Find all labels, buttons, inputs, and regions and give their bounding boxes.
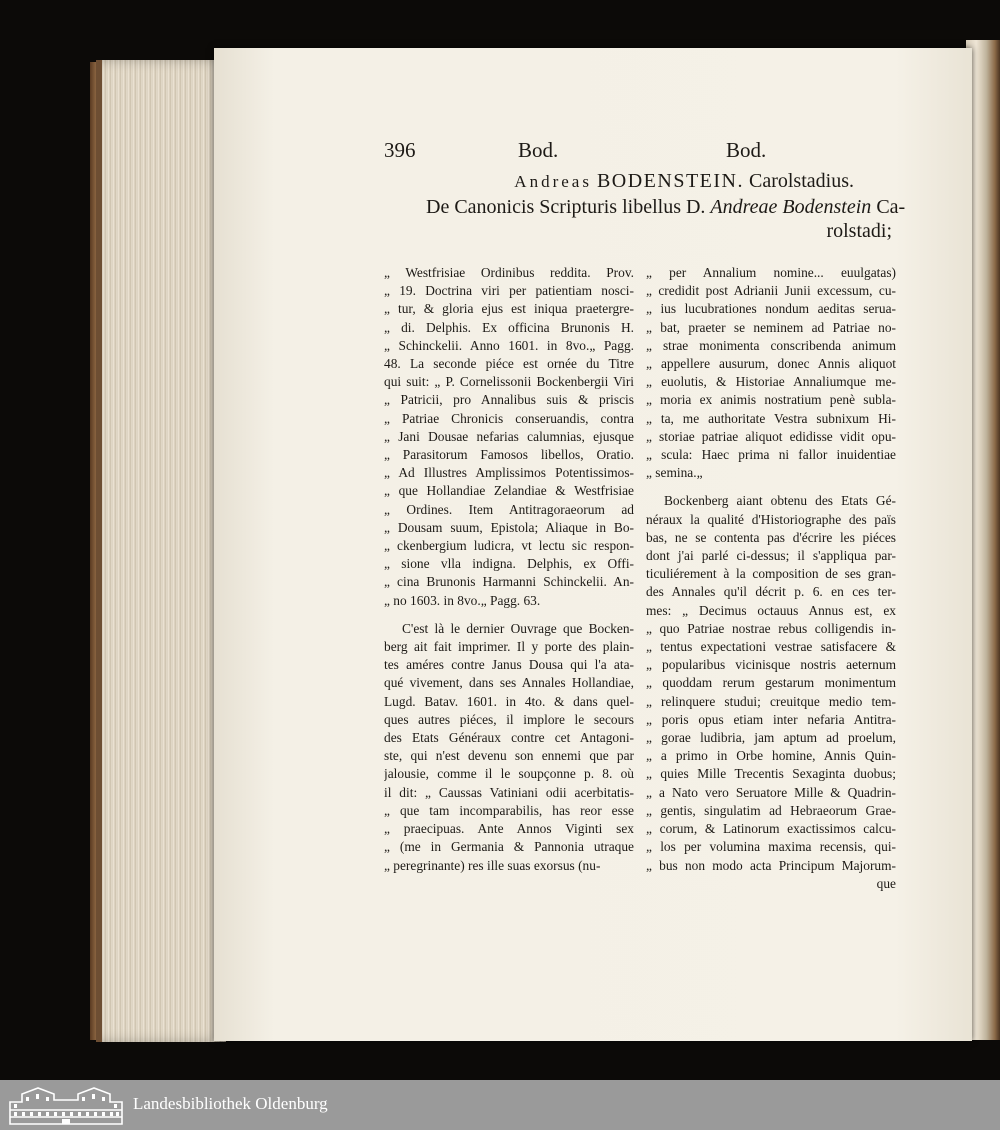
text-line: „ quies Mille Trecentis Sexaginta duobus; [646, 766, 896, 782]
text-line: „ que tam incomparabilis, has reor esse [384, 802, 634, 818]
text-line: „ ius lucubrationes nondum aeditas serua- [646, 301, 896, 317]
text-line: „ credidit post Adrianii Junii excessum, cu- [646, 283, 896, 299]
text-line: „ popularibus vicinisque nostris aeternum [646, 657, 896, 673]
text-line: mes: „ Decimus octauus Annus est, ex [646, 602, 896, 618]
text-line: „ 19. Doctrina viri per patientiam nosci- [384, 283, 634, 299]
text-line: „ praecipuas. Ante Annos Viginti sex [384, 821, 634, 837]
text-line: „ a Nato vero Seruatore Mille & Quadrin- [646, 784, 896, 800]
entry-subtitle-continued: rolstadi; [826, 220, 892, 242]
text-line: „ Jani Dousae nefarias calumnias, ejusque [384, 428, 634, 444]
text-line: „ tur, & gloria ejus est iniqua praetergre- [384, 301, 634, 317]
text-line: „ euolutis, & Historiae Annaliumque me- [646, 374, 896, 390]
title-surname: BODENSTEIN. [596, 170, 744, 192]
text-line: „ (me in Germania & Pannonia utraque [384, 839, 634, 855]
text-line: „ Westfrisiae Ordinibus reddita. Prov. [384, 265, 634, 280]
text-line: „ ta, me authoritate Vestra subnixum Hi- [646, 410, 896, 426]
text-line: „ Dousam suum, Epistola; Aliaque in Bo- [384, 519, 634, 535]
text-line: „ bus non modo acta Principum Majorum- [646, 857, 896, 873]
text-line: „ peregrinante) res ille suas exorsus (nu- [384, 857, 601, 873]
entry-subtitle [426, 196, 905, 219]
text-line: „ appellere ausurum, donec Annis aliquot [646, 356, 896, 372]
text-line: „ sione vlla indigna. Delphis, ex Offi- [384, 556, 634, 572]
text-line: „ strae monimenta conscribenda animum [646, 337, 896, 353]
text-line: 48. La seconde piéce est ornée du Titre [384, 356, 634, 372]
text-line: „ quo Patriae nostrae rebus colligendis in- [646, 620, 896, 636]
text-line: „ a primo in Orbe homine, Annis Quin- [646, 748, 896, 764]
running-head-left: Bod. [518, 138, 559, 162]
paragraph-gap [646, 482, 896, 492]
text-line: Lugd. Batav. 1601. in 4to. & dans quel- [384, 693, 634, 709]
text-line: „ Ad Illustres Amplissimos Potentissimos- [384, 465, 634, 481]
book-page [214, 48, 972, 1041]
subtitle-prefix: De Canonicis Scripturis libellus D. [426, 196, 706, 218]
text-line: „ tentus expectationi vestrae satisfacere & [646, 639, 896, 655]
paragraph-gap [384, 610, 634, 620]
text-line: „ los per volumina maxima recensis, qui- [646, 839, 896, 855]
text-line: „ scula: Haec prima ni fallor inuidentiae [646, 447, 896, 463]
text-line: jalousie, comme il le soupçonne p. 8. où [384, 766, 634, 782]
text-line: „ Parasitorum Famosos libellos, Oratio. [384, 447, 634, 463]
text-line: néraux la qualité d'Historiographe des païs [646, 511, 896, 527]
right-text-column [646, 264, 896, 893]
text-line: „ Ordines. Item Antitragoraeorum ad [384, 501, 634, 517]
text-line: „ quoddam rerum gestarum monimentum [646, 675, 896, 691]
title-first-name: Andreas [514, 172, 592, 191]
text-line: „ Patricii, pro Annalibus suis & priscis [384, 392, 634, 408]
entry-title [384, 170, 854, 193]
text-line: „ per Annalium nomine... euulgatas) [646, 265, 896, 280]
text-line: „ bat, praeter se neminem ad Patriae no- [646, 319, 896, 335]
text-line: que [876, 875, 896, 891]
text-line: „ semina.„ [646, 465, 703, 481]
text-line: „ di. Delphis. Ex officina Brunonis H. [384, 319, 634, 335]
text-line: des Etats Généraux contre cet Antagoni- [384, 730, 634, 746]
library-building-icon [8, 1084, 124, 1126]
title-epithet: Carolstadius. [749, 170, 854, 192]
text-line: „ que Hollandiae Zelandiae & Westfrisiae [384, 483, 634, 499]
text-line: „ Schinckelii. Anno 1601. in 8vo.„ Pagg. [384, 337, 634, 353]
page-stack-left [96, 60, 226, 1042]
text-line: „ gorae ludibria, jam aptum ad proelum, [646, 730, 896, 746]
page-number: 396 [384, 138, 416, 162]
subtitle-name: Andreae Bodenstein [710, 196, 872, 218]
footer-bar [0, 1080, 1000, 1130]
running-head-right: Bod. [726, 138, 767, 162]
text-line: qué vivement, dans ses Annales Hollandiae, [384, 675, 634, 691]
text-line: bas, ne se contenta pas d'écrire les piéces [646, 529, 896, 545]
text-line: „ corum, & Latinorum exactissimos calcu- [646, 821, 896, 837]
library-name: Landesbibliothek Oldenburg [133, 1094, 328, 1113]
text-line: „ relinquere studui; creuitque medio tem- [646, 693, 896, 709]
text-line: „ gentis, singulatim ad Hebraeorum Grae- [646, 802, 896, 818]
text-line: tes améres contre Janus Dousa qui l'a ata- [384, 657, 634, 673]
text-line: „ no 1603. in 8vo.„ Pagg. 63. [384, 592, 541, 608]
text-line: berg ait fait imprimer. Il y porte des plain- [384, 639, 634, 655]
text-line: dont j'ai parlé ci-dessus; il s'appliqua par- [646, 548, 896, 564]
text-line: il dit: „ Caussas Vatiniani odii acerbitatis- [384, 784, 634, 800]
text-line: „ poris opus etiam inter nefaria Antitra- [646, 711, 896, 727]
text-line: Bockenberg aiant obtenu des Etats Gé- [664, 493, 896, 509]
subtitle-suffix: Ca- [876, 196, 906, 218]
text-line: „ Patriae Chronicis conseruandis, contra [384, 410, 634, 426]
text-line: „ ckenbergium ludicra, vt lectu sic respon- [384, 538, 634, 554]
text-line: „ cina Brunonis Harmanni Schinckelii. An- [384, 574, 634, 590]
text-line: des Annales qu'il décrit p. 6. en ces ter- [646, 584, 896, 600]
left-text-column [384, 264, 634, 875]
text-line: „ moria ex animis nostratium penè subla- [646, 392, 896, 408]
text-line: qui suit: „ P. Cornelissonii Bockenbergii Viri [384, 374, 634, 390]
text-line: C'est là le dernier Ouvrage que Bocken- [402, 620, 634, 636]
text-line: ste, qui n'est devenu son ennemi que par [384, 748, 634, 764]
text-line: ques autres piéces, il implore le secours [384, 711, 634, 727]
text-line: „ storiae patriae aliquot edidisse vidit opu- [646, 428, 896, 444]
text-line: ticuliérement à la composition de ses gran- [646, 566, 896, 582]
